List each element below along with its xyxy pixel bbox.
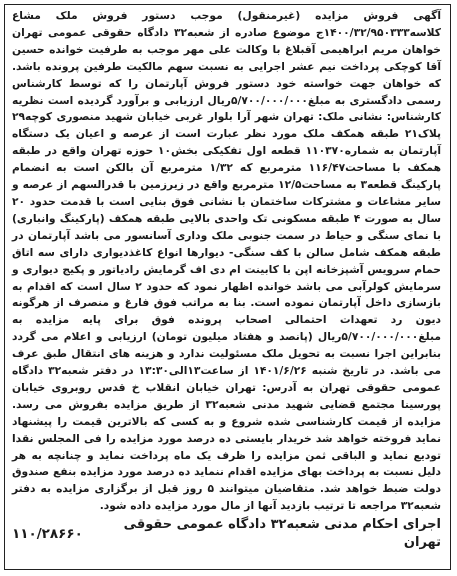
notice-body-text: آگهی فروش مزایده (غیرمنقول) موجب دستور فروش ملک مشاع کلاسه۱۴۰۰/۳۲/۹۵۰۳۳۳ج موضوع صادره از شعبه۳۲ دادگاه حقوقی عمومی تهران خواهان مریم ابراهیمی آقبلاغ با وکالت علی مهر موجب به طرفیت خوانده حسین آقا کوچکی پرداخت نیم عشر اجرایی به نسبت سهم مالکیت طرفین پرونده باشد. که خواهان جهت خواسته خود دستور فروش آپارتمان را که توسط کارشناس رسمی دادگستری به مبلغ۵/۷۰۰/۰۰۰/۰۰۰ریال ارزیابی و برآورد گردیده است نظریه کارشناس: نشانی ملک: تهران شهر آرا بلوار غربی خیابان شهید منصوری کوچه۲۹ پلاک۲۱ طبقه همکف ملک مورد نظر عبارت است از عرصه و اعیان یک دستگاه آپارتمان به شماره۱۱۰۳۷۰ قطعه اول تفکیکی بخش۱۰ حوزه تهران واقع در طبقه همکف با مساحت۱۱۶/۴۷ مترمربع که ۱/۳۲ مترمربع آن بالکن است به انضمام پارکینگ قطعه۳ به مساحت۱۲/۵ مترمربع واقع در زیرزمین با قدرالسهم از عرصه و سایر مشاعات و مشترکات ساختمان با نشانی فوق بنایی است با قدمت حدود ۲۰ سال به صورت ۴ طبقه مسکونی تک واحدی بالایی طبقه همکف (پارکینگ وانباری) با نمای سنگی و حیاط در سمت جنوبی ملک وداری آسانسور می باشد آپارتمان در طبقه همکف شامل سالن با کف سنگی- دیوارها انواع کاغذدیواری دارای سه اتاق حمام سرویس آشپزخانه اپن با کابینت ام دی اف گرمایش رادیاتور و پکیج دیواری و سرمایش کولرآبی می باشد خوانده اظهار نمود که حدود ۲ سال است که اقدام به بازسازی داخل آپارتمان نموده است. بنا به مراتب فوق فارغ و منصرف از هرگونه دیون رد تعهدات احتمالی اصحاب پرونده فوق برای پایه مزایده به مبلغ۵/۷۰۰/۰۰۰/۰۰۰ریال (پانصد و هفتاد میلیون تومان) ارزیابی و اعلام می گردد بنابراین اجرا نسبت به تحویل ملک مسئولیت ندارد و هزینه های انتقال طبق عرف می باشد. در تاریخ شنبه ۱۴۰۱/۶/۲۶ از ساعت۱۳الی۱۳:۳۰ در دفتر شعبه۳۲ دادگاه عمومی حقوقی تهران به آدرس: تهران خیابان انقلاب خ قدس روبروی خیابان پورسینا مجتمع قضایی شهید مدنی شعبه۳۲ از طریق مزایده بفروش می رسد. مزایده از قیمت کارشناسی شده شروع و به کسی که بالاترین قیمت را پیشنهاد نماید فروخته خواهد شد خریدار بایستی ده درصد مورد مزایده را فی المجلس نقدا تودیع نماید و الباقی ثمن مزایده را ظرف یک ماه پرداخت نماید و چنانچه به هر دلیل نسبت به پرداخت بهای مزایده اقدام ننماید ده درصد مورد مزایده بنفع صندوق دولت ضبط خواهد شد. متقاضیان میتوانند ۵ روز قبل از برگزاری مزایده به دفتر شعبه۳۲ مراجعه تا ترتیب بازدید آنها از مال مورد مزایده داده شود. [12, 9, 441, 513]
notice-signature: اجرای احکام مدنی شعبه۳۲ دادگاه عمومی حقوقی تهران [123, 517, 441, 551]
auction-notice [4, 4, 451, 570]
notice-footer [12, 516, 441, 552]
notice-reference-number: ۱۱۰/۲۸۶۶۰ [12, 526, 83, 543]
